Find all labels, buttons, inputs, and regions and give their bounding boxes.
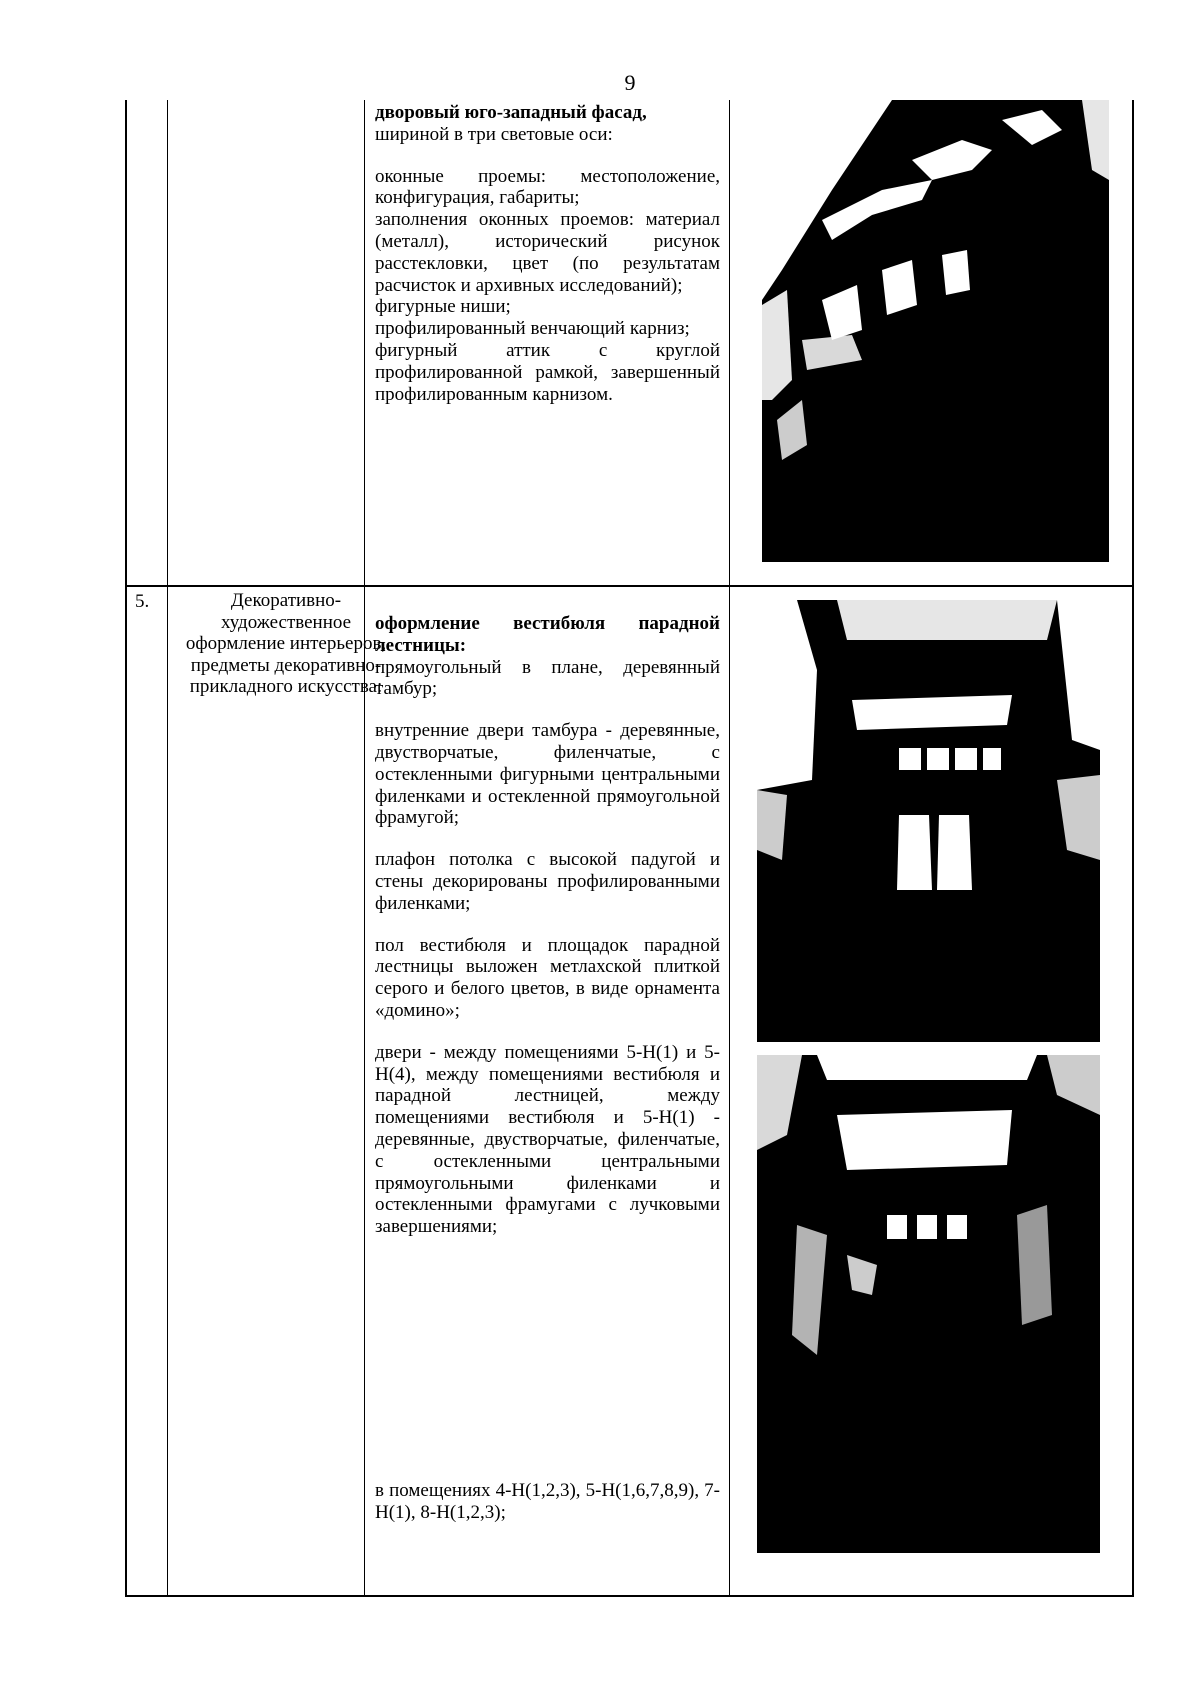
description-text: пол вестибюля и площадок парадной лестницы выложен метлахской плиткой серого и белого цветов, в виде орнамента «домино»; [375, 934, 720, 1021]
vestibule-photo [757, 600, 1100, 1042]
description-text: заполнения оконных проемов: материал (металл), исторический рисунок расстекловки, цвет (по результатам расчисток и архивных исследований); [375, 209, 720, 296]
stair-door-photo [757, 1055, 1100, 1553]
description-text: в помещениях 4-Н(1,2,3), 5-Н(1,6,7,8,9), 7-Н(1), 8-Н(1,2,3); [375, 1480, 720, 1523]
description-text: шириной в три световые оси: [375, 123, 613, 145]
description-text: фигурный аттик с круглой профилированной рамкой, завершенный профилированным карнизом. [375, 339, 720, 405]
row-number: 5. [135, 591, 150, 612]
column-divider [729, 585, 730, 1595]
column-divider [364, 585, 365, 1595]
description-text: фигурные ниши; [375, 296, 511, 318]
column-divider [364, 100, 365, 585]
description-text: внутренние двери тамбура - деревянные, двустворчатые, филенчатые, с остекленными фигурными центральными филенками и остекленной прямоугольной фрамугой; [375, 720, 720, 829]
column-divider [167, 585, 168, 1595]
section-heading: оформление вестибюля парадной лестницы: [375, 613, 720, 656]
table-row [125, 585, 1134, 1597]
description-text: двери - между помещениями 5-Н(1) и 5-Н(4), между помещениями вестибюля и парадной лестницей, между помещениями вестибюля и 5-Н(1) - деревянные, двустворчатые, филенчатые, с остекленными центральными прямоугольными филенками и остекленными фрамугами с лучковыми завершениями; [375, 1041, 720, 1238]
section-heading: дворовый юго-западный фасад, [375, 102, 647, 123]
description-cell [375, 1480, 720, 1524]
table-row [125, 100, 1134, 587]
description-cell [375, 102, 720, 405]
description-cell [375, 613, 720, 1238]
description-text: оконные проемы: местоположение, конфигурация, габариты; [375, 165, 720, 209]
column-divider [167, 100, 168, 585]
facade-photo [762, 100, 1109, 562]
description-text: прямоугольный в плане, деревянный тамбур; [375, 656, 720, 700]
description-text: профилированный венчающий карниз; [375, 318, 690, 340]
page-number: 9 [624, 70, 636, 95]
row-name: Декоративно-художественное оформление интерьеров, предметы декоративно-прикладного искусства: [185, 590, 387, 697]
column-divider [729, 100, 730, 585]
description-text: плафон потолка с высокой падугой и стены декорированы профилированными филенками; [375, 849, 720, 914]
